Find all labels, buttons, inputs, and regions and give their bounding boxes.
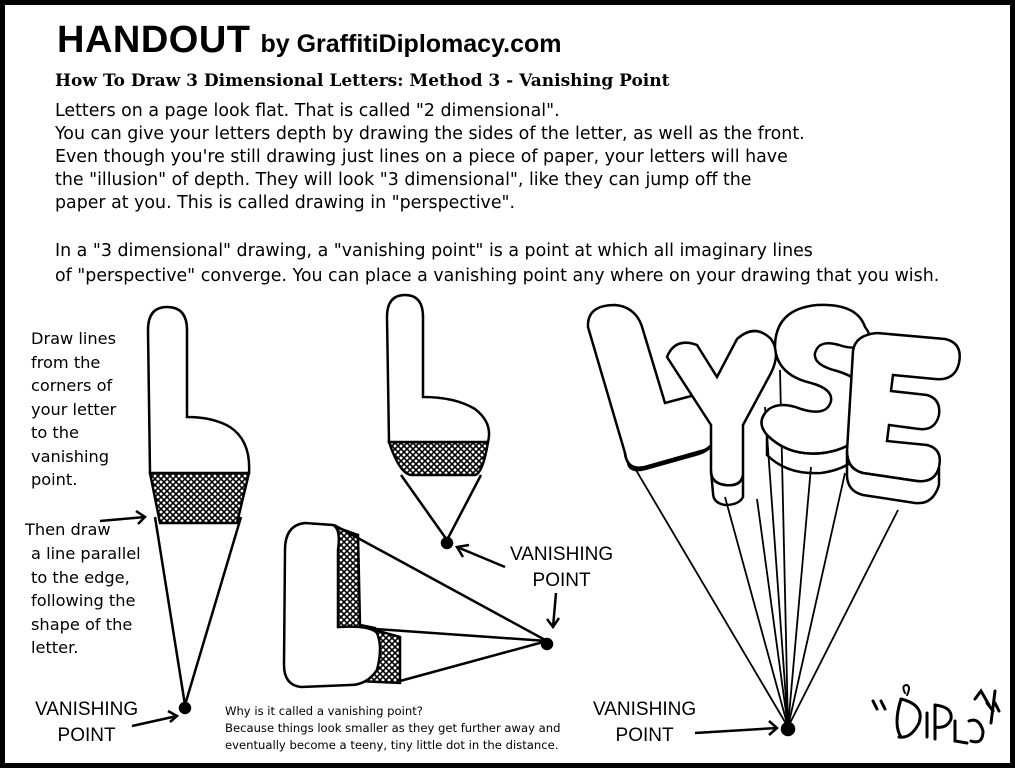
letter-e-outline	[847, 333, 960, 481]
vanishing-point-dot-bottom-left	[180, 703, 190, 713]
instruction-line: vanishing	[31, 446, 109, 466]
letter-l-2-face	[387, 295, 489, 442]
arrow-to-vp-center	[457, 545, 505, 567]
letter-l-3-face	[284, 523, 380, 687]
letter-l-2-shaded-side	[389, 442, 488, 475]
perspective-line	[185, 517, 241, 705]
letter-l-example-3	[284, 523, 552, 687]
instruction-line: to the edge,	[31, 567, 130, 587]
instruction-line: your letter	[31, 399, 117, 419]
instruction-line: shape of the	[31, 614, 133, 634]
instruction-line: a line parallel	[31, 544, 141, 563]
instruction-line: letter.	[31, 638, 79, 657]
drawings	[5, 5, 1010, 763]
perspective-line	[447, 475, 481, 540]
vanishing-point-dot-bottom-right	[782, 723, 794, 735]
instruction-line: from the	[31, 352, 101, 372]
vp-line: of "perspective" converge. You can place a vanishing point any where on your drawing that you wish.	[55, 266, 940, 286]
lesson-subtitle: How To Draw 3 Dimensional Letters: Method 3 - Vanishing Point	[55, 71, 670, 91]
instruction-line: point.	[31, 470, 78, 489]
intro-line: the "illusion" of depth. They will look "3 dimensional", like they can jump off the	[55, 170, 752, 190]
arrow-to-vp-bottom-left	[132, 711, 177, 726]
vanishing-point-dot-center	[442, 538, 452, 548]
instructions-step-2-first: Then draw	[25, 520, 111, 539]
vp-label-center: VANISHING POINT	[510, 544, 614, 591]
lyse-word-example	[588, 305, 960, 735]
perspective-line	[401, 475, 447, 540]
arrow-to-edge	[100, 511, 145, 524]
vanishing-point-dot-right-center	[542, 639, 552, 649]
byline: by GraffitiDiplomacy.com	[260, 30, 562, 58]
instruction-line: to the	[31, 423, 79, 442]
vp-line: In a "3 dimensional" drawing, a "vanishing point" is a point at which all imaginary lines	[55, 241, 813, 261]
perspective-line	[400, 641, 547, 681]
instruction-line: corners of	[31, 376, 113, 395]
intro-line: paper at you. This is called drawing in "perspective".	[55, 193, 516, 213]
arrow-down-to-vp	[547, 593, 559, 627]
letter-l-example-2	[387, 295, 559, 627]
perspective-line	[155, 517, 185, 705]
letter-l-1-face	[148, 307, 249, 473]
intro-line: Letters on a page look flat. That is called "2 dimensional".	[55, 101, 560, 121]
instruction-line: Draw lines	[31, 329, 117, 348]
vp-label-bottom-right: VANISHING POINT	[593, 699, 697, 746]
why-note: Why is it called a vanishing point? Because things look smaller as they get further away and eventually become a teeny, tiny little dot in the distance.	[225, 704, 561, 752]
vp-label-bottom-left: VANISHING POINT	[35, 699, 139, 746]
perspective-line	[334, 525, 547, 641]
handout-title: HANDOUT	[57, 19, 251, 61]
intro-line: Even though you're still drawing just lines on a piece of paper, your letters will have	[55, 147, 788, 167]
letter-l-1-shaded-side	[150, 473, 249, 523]
arrow-to-vp-bottom-right	[695, 721, 777, 735]
letter-l-example-1	[100, 307, 249, 726]
instruction-line: following the	[31, 591, 136, 610]
signature	[873, 685, 999, 743]
intro-line: You can give your letters depth by drawing the sides of the letter, as well as the front.	[55, 124, 805, 144]
